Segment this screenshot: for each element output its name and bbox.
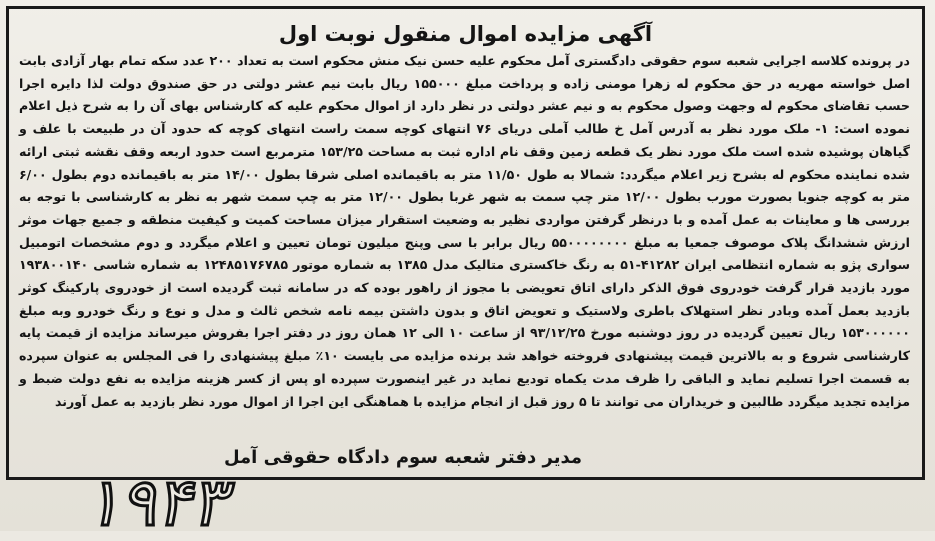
notice-paragraph: در پرونده کلاسه اجرایی شعبه سوم حقوقی دادگستری آمل محکوم علیه حسن نیک منش محکوم است به تعداد ۲۰۰ عدد سکه تمام بهار آزادی بابت اصل خواسته مهریه در حق محکوم له زهرا مومنی زاده و پرداخت مبلغ ۱۵۵۰۰۰ ریال بابت نیم عشر دولتی در حق صندوق دولت لذا دایره اجرا حسب تقاضای محکوم له وجهت وصول محکوم به و نیم عشر دولتی در نظر دارد از اموال محکوم علیه که کارشناس بهای آن را به شرح ذیل اعلام نموده است: ۱- ملک مورد نظر به آدرس آمل خ طالب آملی دریای ۷۶ انتهای کوچه سمت راست انتهای کوچه که حدود آن در طبیعت با علف و گیاهان پوشیده شده است ملک مورد نظر یک قطعه زمین وقف نام اداره ثبت به مساحت ۱۵۳/۲۵ مترمربع است حدود اربعه وقف نقشه ثبتی ارائه شده نماینده محکوم له بشرح زیر اعلام میگردد: شمالا به طول ۱۱/۵۰ متر به باقیمانده اصلی شرقا بطول ۱۴/۰۰ متر به باقیمانده دوم بطول ۶/۰۰ متر به کوچه جنوبا بصورت مورب بطول ۱۲/۰۰ متر چپ سمت به شهر غربا بطول ۱۲/۰۰ متر به چپ سمت شهر به نظر به کارشناسی با توجه به بررسی ها و معاینات به عمل آمده و با درنظر گرفتن مواردی نظیر به وضعیت استقرار میزان مساحت کمیت و کیفیت منطقه و جمیع جهات موثر ارزش ششدانگ پلاک موصوف جمعیا به مبلغ ۵۵۰۰۰۰۰۰۰۰ ریال برابر با سی وپنج میلیون تومان تعیین و اعلام میگردد و دوم مشخصات اتومبیل سواری پژو به شماره انتظامی ایران ۴۱۲۸۲-۵۱ به رنگ خاکستری متالیک مدل ۱۳۸۵ به شماره موتور ۱۲۴۸۵۱۷۶۷۸۵ به شماره شاسی ۱۹۳۸۰۰۱۴۰ مورد بازدید قرار گرفت خودروی فوق الذکر دارای اتاق تعویضی با مجوز از راهور بوده که در سامانه ثبت گردیده است از خودروی پارکینگ کوثر بازدید بعمل آمده وبادر نظر استهلاک باطری ولاستیک و تعویض اتاق و بدون داشتن بیمه نامه شخص ثالث و مدل و نوع و رنگ خودرو وبه مبلغ ۱۵۳۰۰۰۰۰۰ ریال تعیین گردیده در روز دوشنبه مورخ ۹۳/۱۲/۲۵ از ساعت ۱۰ الی ۱۲ همان روز در دفتر اجرا بفروش میرساند مزایده از قیمت پایه کارشناسی شروع و به بالاترین قیمت پیشنهادی فروخته خواهد شد برنده مزایده می بایست ۱۰٪ مبلغ پیشنهادی را فی المجلس به عنوان سپرده به قسمت اجرا تسلیم نماید و الباقی را ظرف مدت یکماه تودیع نماید در غیر اینصورت سپرده او پس از کسر هزینه مزایده به نفع دولت ضبط و مزایده تجدید میگردد طالبین و خریداران می توانند تا ۵ روز قبل از انجام مزایده با هماهنگی این اجرا از اموال مورد نظر بازدید به عمل آورند <box>19 53 911 409</box>
notice-frame <box>6 6 925 480</box>
handwritten-number: ۱۹۴۳ <box>81 464 241 541</box>
notice-body <box>9 50 922 413</box>
notice-title: آگهی مزایده اموال منقول نوبت اول <box>278 22 653 46</box>
notice-signature: مدیر دفتر شعبه سوم دادگاه حقوقی آمل <box>223 447 582 468</box>
